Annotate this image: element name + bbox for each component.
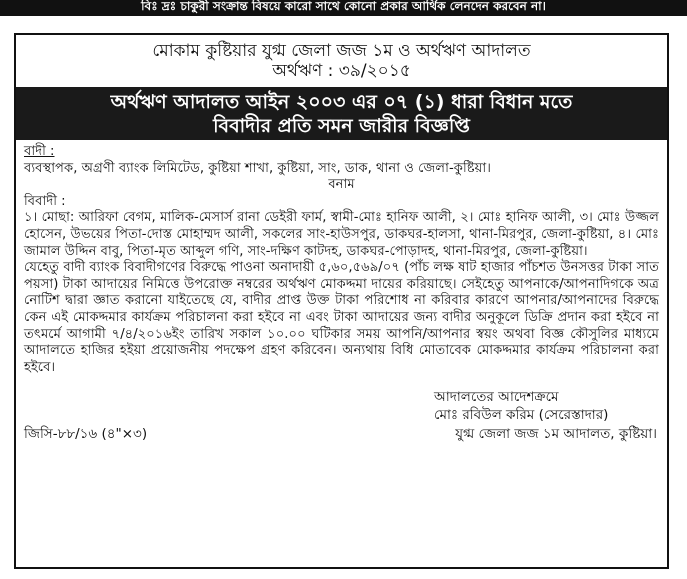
gd-number: জিসি-৮৮/১৬ (৪"×৩) <box>24 425 148 442</box>
signature-block <box>434 388 659 424</box>
court-name: মোকাম কুষ্টিয়ার যুগ্ম জেলা জজ ১ম ও অর্থঋণ আদালত <box>152 41 531 61</box>
plaintiff-label: বাদী : <box>24 144 55 159</box>
notice-title-banner <box>16 87 667 140</box>
versus-label: বনাম <box>328 177 355 193</box>
defendants-label: বিবাদী : <box>24 193 66 209</box>
notice-title-line2: বিবাদীর প্রতি সমন জারীর বিজ্ঞপ্তি <box>213 115 470 137</box>
notice-body: যেহেতু বাদী ব্যাংক বিবাদীগণের বিরুদ্ধে পাওনা অনাদায়ী ৫,৬০,৫৬৯/০৭ (পাঁচ লক্ষ ষাট হাজার পাঁচশত উনসত্তর টাকা সাত পয়সা) টাকা আদায়ের নিমিত্তে উপরোক্ত নম্বরের অর্থঋণ মোকদ্দমা দায়ের করিয়াছে। সেইহেতু আপনাকে/আপনাদিগকে অত্র নোটিশ দ্বারা জ্ঞাত করানো যাইতেছে যে, বাদীর প্রাপ্ত উক্ত টাকা পরিশোধ না করিবার কারণে আপনার/আপনাদের বিরুদ্ধে কেন এই মোকদ্দমার কার্যক্রম পরিচালনা করা হইবে না এবং টাকা আদায়ের জন্য বাদীর অনুকূলে ডিক্রি প্রদান করা হইবে না তৎমর্মে আগামী ৭/৪/২০১৬ইং তারিখ সকাল ১০.০০ ঘটিকার সময় আপনি/আপনার স্বয়ং অথবা বিজ্ঞ কৌসুলির মাধ্যমে আদালতে হাজির হইয়া প্রয়োজনীয় পদক্ষেপ গ্রহণ করিবেন। অন্যথায় বিধি মোতাবেক মোকদ্দমার কার্যক্রম পরিচালনা করা হইবে। <box>24 260 659 375</box>
signature-name: মোঃ রবিউল করিম (সেরেস্তাদার) <box>434 407 609 424</box>
plaintiff-text: ব্যবস্থাপক, অগ্রণী ব্যাংক লিমিটেড, কুষ্টিয়া শাখা, কুষ্টিয়া, সাং, ডাক, থানা ও জেলা-কুষ্টিয়া। <box>24 160 491 176</box>
notice-content <box>16 140 667 442</box>
footer-row <box>24 424 659 442</box>
top-notice-strip: বিঃ দ্রঃ চাকুরী সংক্রান্ত বিষয়ে কারো সাথে কোনো প্রকার আর্থিক লেনদেন করবেন না। <box>0 0 687 16</box>
notice-title-line1: অর্থঋণ আদালত আইন ২০০৩ এর ০৭ (১) ধারা বিধান মতে <box>110 91 573 113</box>
court-header <box>16 35 667 87</box>
signature-order-line: আদালতের আদেশক্রমে <box>434 389 559 406</box>
case-number: অর্থঋণ : ৩৯/২০১৫ <box>272 61 411 81</box>
signature-court: যুগ্ম জেলা জজ ১ম আদালত, কুষ্টিয়া। <box>455 425 657 442</box>
court-notice <box>14 33 669 569</box>
defendants-text: ১। মোছা: আরিফা বেগম, মালিক-মেসার্স রানা ডেইরী ফার্ম, স্বামী-মোঃ হানিফ আলী, ২। মোঃ হানিফ আলী, ৩। মোঃ উজ্জল হোসেন, উভয়ের পিতা-দোস্ত মোহাম্মদ আলী, সকলের সাং-হাউসপুর, ডাকঘর-হালসা, থানা-মিরপুর, জেলা-কুষ্টিয়া, ৪। মোঃ জামাল উদ্দিন বাবু, পিতা-মৃত আব্দুল গণি, সাং-দক্ষিণ কাটদহ, ডাকঘর-পোড়াদহ, থানা-মিরপুর, জেলা-কুষ্টিয়া। <box>24 210 659 259</box>
